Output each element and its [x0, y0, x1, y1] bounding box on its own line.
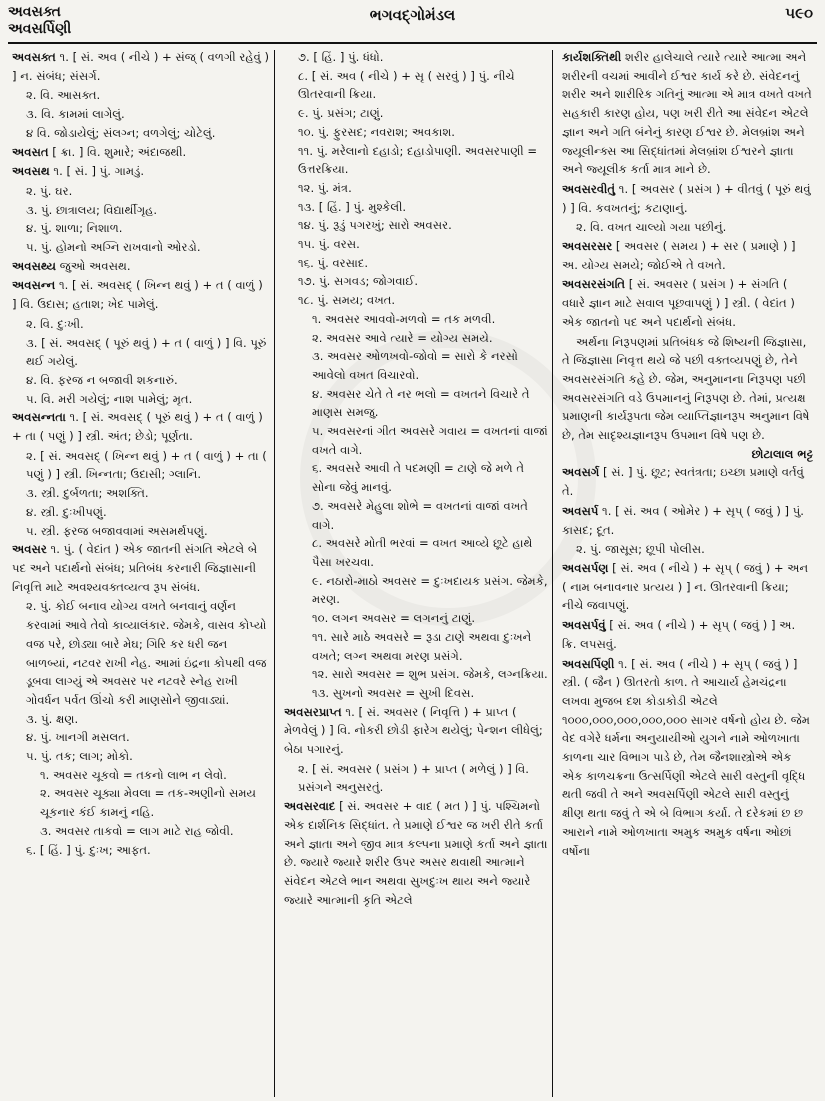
entry-sense: ૧૪. પું. રૂડું પગરખું; સારો અવસર. — [298, 218, 452, 233]
entry-sense: ૨. અવસર આવે ત્યારે = યોગ્ય સમયે. — [312, 330, 493, 345]
entry-sense: અર્થના નિરૂપણમાં પ્રતિબંધક જે શિષ્યની જિજ્ઞાસા, તે જિજ્ઞાસા નિવૃત્ત થયે જે પછી વક્તવ્યપણું છે, તેને અવસરસંગતિ કહે છે. જેમ, અનુમાનના નિરૂપણ પછી અવસરસંગતિ વડે ઉપમાનનું નિરૂપણ છે. તેમાં, પ્રત્યક્ષ પ્રમાણની કાર્યરૂપતા જેમ વ્યાપ્તિજ્ઞાનરૂપ અનુમાન વિષે છે, તેમ સાદૃશ્યજ્ઞાનરૂપ ઉપમાન વિષે પણ છે. — [562, 334, 810, 443]
entry-sense: ૯. નઠારો-માઠો અવસર = દુઃખદાયક પ્રસંગ. જેમકે, મરણ. — [312, 573, 548, 607]
dictionary-entry: અવસન્નતા ૧. [ સં. અવસદ્ ( પૂરું થવું ) + ત ( વાળું ) + તા ( પણું ) ] સ્ત્રી. અંત; છેડો; પૂર્ણતા. — [12, 410, 263, 444]
dictionary-entry: કાર્યશક્તિથી શરીર હાલેચાલે ત્યારે ત્યારે આત્મા અને શરીરની વચમાં આવીને ઈશ્વર કાર્ય કરે છે. સંવેદનનું શરીર અને શારીરિક ગતિનું આત્મા એ માત્ર વખતે વખતે સહકારી કારણ હોય, પણ ખરી રીતે આ સંવેદન એટલે જ્ઞાન અને ગતિ બંનેનું કારણ ઈશ્વર છે. મેલબ્રાંશ અને જ્યૂલીન્ક્સ આ સિદ્ધાંતમાં મેલબ્રાંશ ઈશ્વરને જ્ઞાતા અને જ્યૂલીક કર્તા માત્ર માને છે. — [562, 50, 812, 177]
entry-sense: ૧૩. સુખનો અવસર = સુખી દિવસ. — [312, 685, 475, 700]
entry-sense: ૨. વિ. દુઃખી. — [26, 316, 84, 331]
entry-sense: ૧૧. સારે માઠે અવસરે = રૂડા ટાણે અથવા દુઃખને વખતે; લગ્ન અથવા મરણ પ્રસંગે. — [312, 629, 532, 663]
entry-sense: ૫. અવસરનાં ગીત અવસરે ગવાય = વખતનાં વાજાં વખતે વાગે. — [312, 424, 548, 457]
entry-sense: ૧૧. પું. મરેલાનો દહાડો; દહાડોપાણી. અવસરપાણી = ઉત્તરક્રિયા. — [298, 143, 538, 177]
column-2 — [280, 48, 552, 1097]
dictionary-entry: અવસરસર [ અવસર ( સમય ) + સર ( પ્રમાણે ) ] અ. યોગ્ય સમયે; જોઈએ તે વખતે. — [562, 239, 796, 272]
dictionary-entry: અવસર્પવું [ સં. અવ ( નીચે ) + સૃપ્ ( જવું ) ] અ. ક્રિ. લપસવું. — [562, 618, 796, 651]
entry-sense: ૧. અવસર આવવો-મળવો = તક મળવી. — [312, 311, 496, 326]
entry-sense: ૧. અવસર ચૂકવો = તકનો લાભ ન લેવો. — [40, 767, 227, 782]
entry-sense: ૧૩. [ હિં. ] પું. મુશ્કેલી. — [298, 199, 407, 214]
headword: અવસરવીતું — [562, 181, 616, 196]
entry-sense: ૩. પું. ક્ષણ. — [26, 711, 79, 726]
header-rule — [8, 42, 817, 44]
entry-sense: ૫. વિ. મરી ગયેલું; નાશ પામેલું; મૃત. — [26, 391, 193, 406]
dictionary-entry: અવસર્પિણી ૧. [ સં. અવ ( નીચે ) + સૃપ્ ( જવું ) ] સ્ત્રી. ( જૈન ) ઊતરતો કાળ. તે આચાર્ય હેમચંદ્રના લખવા મુજબ દશ કોડાકોડી એટલે ૧૦૦૦,૦૦૦,૦૦૦,૦૦૦,૦૦૦ સાગર વર્ષનો હોય છે. જેમ વેદ વગેરે ધર્મના અનુયાયીઓ યુગને નામે ઓળખાતા કાળના ચાર વિભાગ પાડે છે, તેમ જૈનશાસ્ત્રોએ એક એક કાળચક્રના ઉત્સર્પિણી એટલે સારી વસ્તુની વૃદ્ધિ થતી જવી તે અને અવસર્પિણી એટલે સારી વસ્તુનું ક્ષીણ થતા જવું તે એ બે વિભાગ કર્યા. તે દરેકમાં છ છ આરાને નામે ઓળખાતા અમુક અમુક વર્ષના ઓછાં વર્ષોના — [562, 656, 810, 858]
headword: અવસરસંગતિ — [562, 277, 626, 292]
entry-sense: ૩. વિ. કામમાં લાગેલું. — [26, 107, 125, 122]
entry-sense: ૪. સ્ત્રી. દુઃખીપણું. — [26, 504, 107, 519]
entry-sense: ૪. પું. શાળા; નિશાળ. — [26, 221, 123, 236]
dictionary-entry: અવસરવાદ [ સં. અવસર + વાદ ( મત ) ] પું. પશ્ચિમનો એક દાર્શનિક સિદ્ધાંત. તે પ્રમાણે ઈશ્વર જ ખરી રીતે કર્તા અને જ્ઞાતા અને જીવ માત્ર કલ્પના પ્રમાણે કર્તા અને જ્ઞાતા છે. જ્યારે જ્યારે શરીર ઉપર અસર થવાથી આત્માને સંવેદન એટલે ભાન અથવા સુખદુઃખ થાય અને જ્યારે જ્યારે આત્માની કૃતિ એટલે — [284, 799, 548, 907]
dictionary-entry: અવસરવીતું ૧. [ અવસર ( પ્રસંગ ) + વીતવું ( પૂરું થવું ) ] વિ. કવખતનું; કટાણાનું. — [562, 181, 811, 215]
entry-sense: ૧૫. પું. વરસ. — [298, 237, 360, 252]
headword: અવસન્ન — [12, 278, 56, 293]
entry-sense: ૨. પું. કોઈ બનાવ યોગ્ય વખતે બનવાનું વર્ણન કરવામાં આવે તેવો કાવ્યાલંકાર. જેમકે, વાસવ કોપ્યો વજ પરે, છોડ્યા બારે મેઘ; ગિરિ કર ધરી જન બાળબ્યાં, નટવર રાખી નેહ. આમાં ઇંદ્રના કોપથી વજ ડૂબવા લાગ્યું એ અવસર પર નટવરે સ્નેહ રાખી ગોવર્ધન પર્વત ઊંચો કરી માણસોને જીવાડ્યાં. — [26, 599, 267, 707]
author-credit: છોટાલાલ ભટ્ટ — [751, 446, 813, 461]
headword: અવસન્નતા — [12, 410, 66, 425]
entry-sense: ૧૮. પું. સમય; વખત. — [298, 293, 396, 308]
entry-sense: ૩. અવસર ઓળખવો-જોવો = સારો કે નરસો આવેલો વખત વિચારવો. — [312, 349, 518, 382]
entry-sense: ૧૦. પું. ફુરસદ; નવરાશ; અવકાશ. — [298, 124, 455, 139]
entry-sense: ૩. સ્ત્રી. દુર્બળતા; અશક્તિ. — [26, 486, 149, 501]
entry-sense: ૨. પું. જાસૂસ; છૂપી પોલીસ. — [576, 542, 705, 557]
dictionary-entry: અવસથ્ય જુઓ અવસથ. — [12, 258, 131, 273]
entry-sense: ૧૨. સારો અવસર = શુભ પ્રસંગ. જેમકે, લગ્નક્રિયા. — [312, 667, 548, 682]
headword: અવસર્ગ — [562, 465, 600, 480]
headword: અવસક્ત — [12, 50, 56, 64]
headword: અવસર્પ — [562, 503, 599, 518]
entry-sense: ૮. [ સં. અવ ( નીચે ) + સૃ ( સરવું ) ] પું. નીચે ઊતરવાની ક્રિયા. — [298, 68, 515, 102]
headword: અવસથ — [12, 164, 50, 179]
entry-sense: ૪ વિ. જોડાયેલું; સંલગ્ન; વળગેલું; ચોટેલું. — [26, 125, 216, 140]
headword: અવસરપ્રાપ્ત — [284, 704, 342, 719]
entry-sense: ૧૨. પું. મંત્ર. — [298, 180, 352, 195]
headword: અવસર્પિણી — [562, 656, 615, 671]
dictionary-entry: અવસન્ન ૧. [ સં. અવસદ્ ( ખિન્ન થવું ) + ત ( વાળું ) ] વિ. ઉદાસ; હતાશ; ખેદ પામેલું. — [12, 278, 263, 312]
entry-sense: ૨. વિ. વખત ચાલ્યો ગયા પછીનું. — [576, 220, 727, 235]
entry-sense: ૬. [ હિં. ] પું. દુઃખ; આફત. — [26, 842, 151, 857]
entry-sense: ૯. પું. પ્રસંગ; ટાણું. — [298, 106, 384, 121]
entry-sense: ૭. અવસરે મેહુલા શોભે = વખતનાં વાજાં વખતે વાગે. — [312, 498, 528, 532]
entry-sense: ૧૭. પું. સગવડ; જોગવાઈ. — [298, 274, 419, 289]
dictionary-entry: અવસર્પણ [ સં. અવ ( નીચે ) + સૃપ્ ( જવું ) + અન ( નામ બનાવનાર પ્રત્યય ) ] ન. ઊતરવાની ક્રિયા; નીચે જવાપણું. — [562, 560, 809, 613]
entry-sense: ૨. [ સં. અવસદ્ ( ખિન્ન થવું ) + ત ( વાળું ) + તા ( પણું ) ] સ્ત્રી. ખિન્નતા; ઉદાસી; ગ્લાનિ. — [26, 448, 267, 482]
entry-sense: ૨. વિ. આસક્ત. — [26, 88, 101, 103]
headword: અવસરસર — [562, 239, 613, 254]
entry-sense: ૨. [ સં. અવસર ( પ્રસંગ ) + પ્રાપ્ત ( મળેલું ) ] વિ. પ્રસંગને અનુસરતું. — [298, 761, 529, 795]
dictionary-entry: અવસરસંગતિ [ સં. અવસર ( પ્રસંગ ) + સંગતિ ( વધારે જ્ઞાન માટે સવાલ પૂછવાપણું ) ] સ્ત્રી. ( વેદાંત ) એક જાતનો પદ અને પદાર્થનો સંબંધ. — [562, 277, 795, 329]
headword: કાર્યશક્તિથી — [562, 50, 622, 64]
headword: અવસર — [12, 542, 47, 557]
dictionary-entry: અવસથ ૧. [ સં. ] પું. ગામડું. — [12, 164, 145, 179]
entry-sense: ૨. અવસર ચૂક્યા મેવલા = તક-અણીનો સમય ચૂકનાર કંઈ કામનું નહિ. — [40, 786, 257, 820]
column-1 — [8, 48, 274, 1097]
entry-sense: ૫. પું. હોમનો અગ્નિ રાખવાનો ઓરડો. — [26, 240, 201, 255]
headword: અવસર્પવું — [562, 618, 606, 633]
dictionary-entry: અવસક્ત ૧. [ સં. અવ ( નીચે ) + સંજ્ ( વળગી રહેવું ) ] ન. સંબંધ; સંસર્ગ. — [12, 50, 270, 83]
entry-sense: ૬. અવસરે આવી તે પદમણી = ટાણે જે મળે તે સોના જેવું માનવું. — [312, 461, 525, 495]
entry-sense: ૫. સ્ત્રી. ફરજ બજાવવામાં અસમર્થપણું. — [26, 523, 208, 538]
dictionary-entry: અવસર ૧. પું. ( વેદાંત ) એક જાતની સંગતિ એટલે બે પદ અને પદાર્થનો સંબંધ; પ્રતિબંધ કરનારી જિજ્ઞાસાની નિવૃત્તિ માટે અવશ્યવક્તવ્યત્વ રૂપ સંબંધ. — [12, 542, 258, 594]
column-3 — [558, 48, 817, 1097]
dictionary-entry: અવસર્પ ૧. [ સં. અવ ( ઓમેર ) + સૃપ્ ( જવું ) ] પું. કાસદ; દૂત. — [562, 503, 804, 537]
entry-sense: ૧૦. લગન અવસર = લગનનું ટાણું. — [312, 611, 476, 626]
entry-sense: ૪. વિ. ફરજ ન બજાવી શકનારું. — [26, 372, 178, 387]
entry-sense: ૩. અવસર તાકવો = લાગ માટે રાહ જોવી. — [40, 823, 234, 838]
guide-word-top: અવસક્ત — [8, 4, 61, 20]
headword: અવસર્પણ — [562, 560, 609, 575]
entry-sense: ૪. પું. ખાનગી મસલત. — [26, 730, 130, 745]
headword: અવસથ્ય — [12, 258, 57, 273]
entry-sense: ૧૬. પું. વરસાદ. — [298, 255, 369, 270]
headword: અવસત — [12, 144, 49, 159]
dictionary-entry: અવસરપ્રાપ્ત ૧. [ સં. અવસર ( નિવૃત્તિ ) + પ્રાપ્ત ( મેળવેલું ) ] વિ. નોકરી છોડી ફારેગ થયેલું; પેન્શન લીધેલું; બેઠા પગારનું. — [284, 704, 543, 757]
entry-sense: ૮. અવસરે મોતી ભરવાં = વખત આવ્યે છૂટે હાથે પૈસા ખરચવા. — [312, 536, 533, 569]
headword: અવસરવાદ — [284, 799, 336, 814]
entry-sense: ૩. [ સં. અવસદ્ ( પૂરું થવું ) + ત ( વાળું ) ] વિ. પૂરું થઈ ગયેલું. — [26, 335, 267, 369]
page-number: ૫૯૦ — [785, 4, 813, 22]
dictionary-entry: અવસર્ગ [ સં. ] પું. છૂટ; સ્વતંત્રતા; ઇચ્છા પ્રમાણે વર્તવું તે. — [562, 465, 804, 499]
page-header — [8, 4, 817, 40]
book-title: ભગવદ્ગોમંડલ — [369, 6, 456, 24]
entry-sense: ૩. પું. છાત્રાલય; વિદ્યાર્થીગૃહ. — [26, 202, 158, 217]
dictionary-entry: અવસત [ ક્રા. ] વિ. શુમારે; અંદાજથી. — [12, 144, 187, 159]
entry-sense: ૨. પું. ઘર. — [26, 183, 73, 198]
columns-container — [8, 48, 817, 1097]
entry-sense: ૪. અવસર ચેતે તે નર ભલો = વખતને વિચારે તે માણસ સમજુ. — [312, 386, 530, 420]
entry-sense: ૭. [ હિં. ] પું. ધંધો. — [298, 50, 384, 64]
entry-sense: ૫. પું. તક; લાગ; મોકો. — [26, 749, 133, 764]
guide-word-bottom: અવસર્પિણી — [8, 21, 72, 37]
